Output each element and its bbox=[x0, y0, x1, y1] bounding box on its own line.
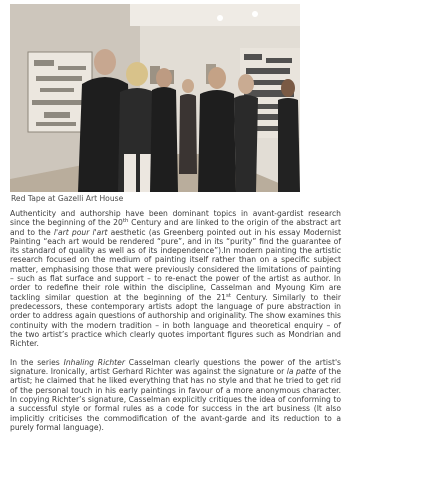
paragraph-2-emphasis-2: la patte bbox=[286, 367, 317, 377]
paragraph-1-text-2: Century and are linked to the origin of the abstract art and to the bbox=[10, 218, 341, 237]
article-paragraph-1 bbox=[10, 209, 341, 348]
gallery-photo bbox=[10, 4, 300, 192]
paragraph-2-text-2: Casselman clearly questions the power of the artist's signature. Ironically, artist Gerhard Richter was against the signature or bbox=[10, 357, 341, 377]
paragraph-1-text-4: Century. Similarly to their predecessors, these contemporary artists adopt the language of pure abstraction in order to address again questions of authorship and originality. The show examines this continuity with the modern tradition – in both language and theoretical enquiry – of the two artist’s practice which clearly quotes important figures such as Mondrian and Richter. bbox=[10, 292, 341, 349]
gallery-scene-illustration bbox=[10, 4, 300, 192]
paragraph-1-text-1: Authenticity and authorship have been dominant topics in avant-gardist research since the beginning of the 20 bbox=[10, 209, 341, 228]
paragraph-2-emphasis-1: Inhaling Richter bbox=[63, 357, 125, 367]
paragraph-1-text-3: aesthetic (as Greenberg pointed out in his essay Modernist Painting “each art would be rendered “pure”, and in its “purity” find the guarantee of its standard of quality as well as of its independence”).In modern painting the artistic research focused on the medium of painting itself rather than on a specific subject matter, emphasising those that were previously considered the limitations of painting – such as flat surface and support – to re-enact the power of the artist as author. In order to redefine their role within the discipline, Casselman and Myoung Kim are tackling similar question at the beginning of the 21 bbox=[10, 227, 341, 302]
paragraph-2-text-3: of the artist; he claimed that he liked everything that has no style and that he tried to get rid of the personal touch in his early paintings in favour of a more anonymous character. In copying Richter’s signature, Casselman explicitly critiques the idea of conforming to a successful style or formal rules as a code for success in the art business (It also implicitly criticises the commodification of the avant-garde and its reduction to a purely formal language). bbox=[10, 367, 342, 432]
paragraph-1-emphasis-1: l'art pour l'art bbox=[53, 227, 108, 237]
paragraph-1-sup-1: th bbox=[122, 218, 129, 225]
article-body bbox=[10, 209, 341, 441]
article-paragraph-2 bbox=[10, 358, 341, 432]
paragraph-1-sup-2: st bbox=[226, 292, 232, 299]
photo-caption: Red Tape at Gazelli Art House bbox=[11, 194, 124, 203]
paragraph-2-text-1: In the series bbox=[10, 357, 64, 367]
